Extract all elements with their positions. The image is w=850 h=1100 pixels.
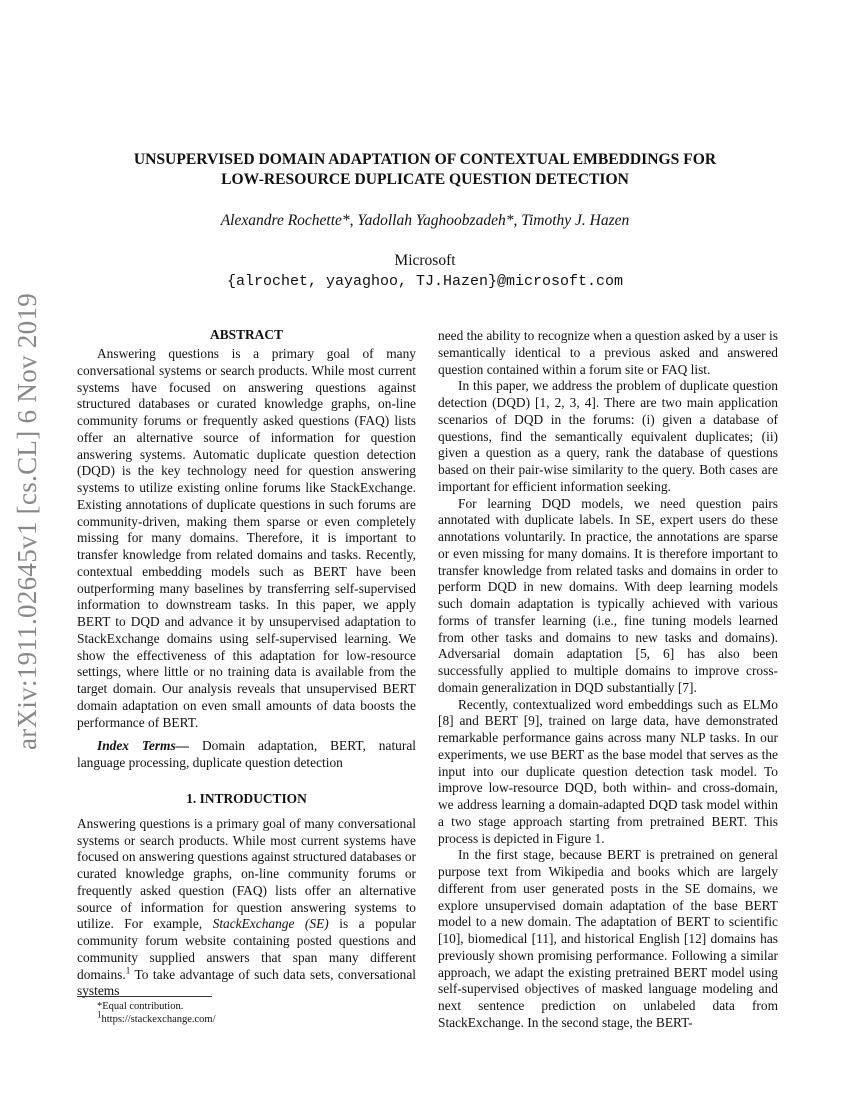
footnote-1-mark: 1 (97, 1009, 102, 1020)
left-column (77, 326, 416, 1000)
intro-p1-text-2: is a popular community forum website containing posted questions and community supplied answers that span many different domains. (77, 916, 416, 982)
intro-p1-text-3: To take advantage of such data sets, conversational systems (77, 966, 416, 999)
abstract-heading: ABSTRACT (210, 327, 283, 342)
right-column (438, 328, 778, 1032)
intro-paragraph-2: In this paper, we address the problem of duplicate question detection (DQD) [1, 2, 3, 4]. There are two main application scenarios of DQD in the forums: (i) given a database of questions, find the semantically equivalent duplicates; (ii) given a question as a query, rank the database of questions based on their pair-wise similarity to the query. Both cases are important for efficient information seeking. (438, 378, 778, 494)
abstract-text: Answering questions is a primary goal of many conversational systems or search products. While most current systems have focused on answering questions against structured databases or curated knowledge graphs, on-line community forums or frequently asked questions (FAQ) lists offer an alternative source of information for question answering systems. Automatic duplicate question detection (DQD) is the key technology need for question answering systems to utilize existing online forums like StackExchange. Existing annotations of duplicate questions in such forums are community-driven, making them sparse or even completely missing for many domains. Therefore, it is important to transfer knowledge from related domains and tasks. Recently, contextual embedding models such as BERT have been outperforming many baselines by transferring self-supervised information to downstream tasks. In this paper, we apply BERT to DQD and advance it by unsupervised adaptation to StackExchange domains using self-supervised learning. We show the effectiveness of this adaptation for low-resource settings, where little or no training data is available from the target domain. Our analysis reveals that unsupervised BERT domain adaptation on even small amounts of data boosts the performance of BERT. (77, 346, 416, 730)
index-terms (77, 738, 416, 772)
intro-paragraph-1 (77, 816, 416, 1000)
footnote-rule (77, 996, 212, 997)
introduction-heading: 1. INTRODUCTION (186, 790, 307, 806)
emails (60, 272, 790, 290)
intro-paragraph-1-continued: need the ability to recognize when a question asked by a user is semantically identical to a previous asked and answered question contained within a forum site or FAQ list. (438, 328, 778, 377)
index-terms-label: Index Terms— (97, 738, 190, 754)
title-line-2: LOW-RESOURCE DUPLICATE QUESTION DETECTION (221, 171, 629, 188)
title-line-1: UNSUPERVISED DOMAIN ADAPTATION OF CONTEXTUAL EMBEDDINGS FOR (133, 151, 717, 168)
footnote-marker: 1 (125, 965, 131, 976)
intro-p1-italic: StackExchange (SE) (212, 916, 329, 932)
index-terms-text: Domain adaptation, BERT, natural language processing, duplicate question detection (77, 738, 416, 770)
intro-p1-text: Answering questions is a primary goal of many conversational systems or search products. While most current systems have focused on answering questions against structured databases or curated knowledge graphs, on-line community forums or frequently asked question (FAQ) lists offer an alternative source of information for question answering systems to utilize. For example, (77, 815, 416, 932)
footnote-1 (77, 1009, 416, 1026)
intro-paragraph-5: In the first stage, because BERT is pretrained on general purpose text from Wikipedia and books which are largely different from user generated posts in the SE domains, we explore unsupervised domain adaptation of the base BERT model to a new domain. The adaptation of BERT to scientific [10], biomedical [11], and historical English [12] domains has previously shown promising performance. Following a similar approach, we adapt the existing pretrained BERT model using self-supervised objectives of masked language modeling and next sentence prediction on unlabeled data from StackExchange. In the second stage, the BERT- (438, 847, 778, 1030)
authors: Alexandre Rochette*, Yadollah Yaghoobzadeh*, Timothy J. Hazen (220, 212, 630, 229)
email-users: {alrochet, yayaghoo, TJ.Hazen} (226, 273, 497, 290)
footnote-1-url: https://stackexchange.com/ (101, 1014, 216, 1025)
arxiv-identifier-sidebar: arXiv:1911.02645v1 [cs.CL] 6 Nov 2019 (12, 292, 42, 750)
footnotes (77, 988, 416, 1026)
email-domain: @microsoft.com (497, 273, 624, 290)
footnote-equal-contribution: *Equal contribution. (97, 1001, 184, 1012)
paper-title (60, 150, 790, 190)
intro-paragraph-4: Recently, contextualized word embeddings such as ELMo [8] and BERT [9], trained on large data, have demonstrated remarkable performance gains across many NLP tasks. In our experiments, we use BERT as the base model that serves as the input into our duplicate question detection task model. To improve low-resource DQD, both within- and cross-domain, we address learning a domain-adapted DQD task model within a two stage approach starting from pretrained BERT. This process is depicted in Figure 1. (438, 696, 778, 846)
affiliation: Microsoft (394, 252, 456, 269)
intro-paragraph-3: For learning DQD models, we need question pairs annotated with duplicate labels. In SE, expert users do these annotations voluntarily. In practice, the annotations are sparse or even missing for many domains. It is therefore important to transfer knowledge from related tasks and domains in order to perform DQD in new domains. With deep learning models such domain adaptation is typically achieved with various forms of transfer learning (i.e., fine tuning models learned from other tasks and domains to new tasks and domains). Adversarial domain adaptation [5, 6] has also been successfully applied to multiple domains to improve cross-domain generalization in DQD substantially [7]. (438, 495, 778, 695)
